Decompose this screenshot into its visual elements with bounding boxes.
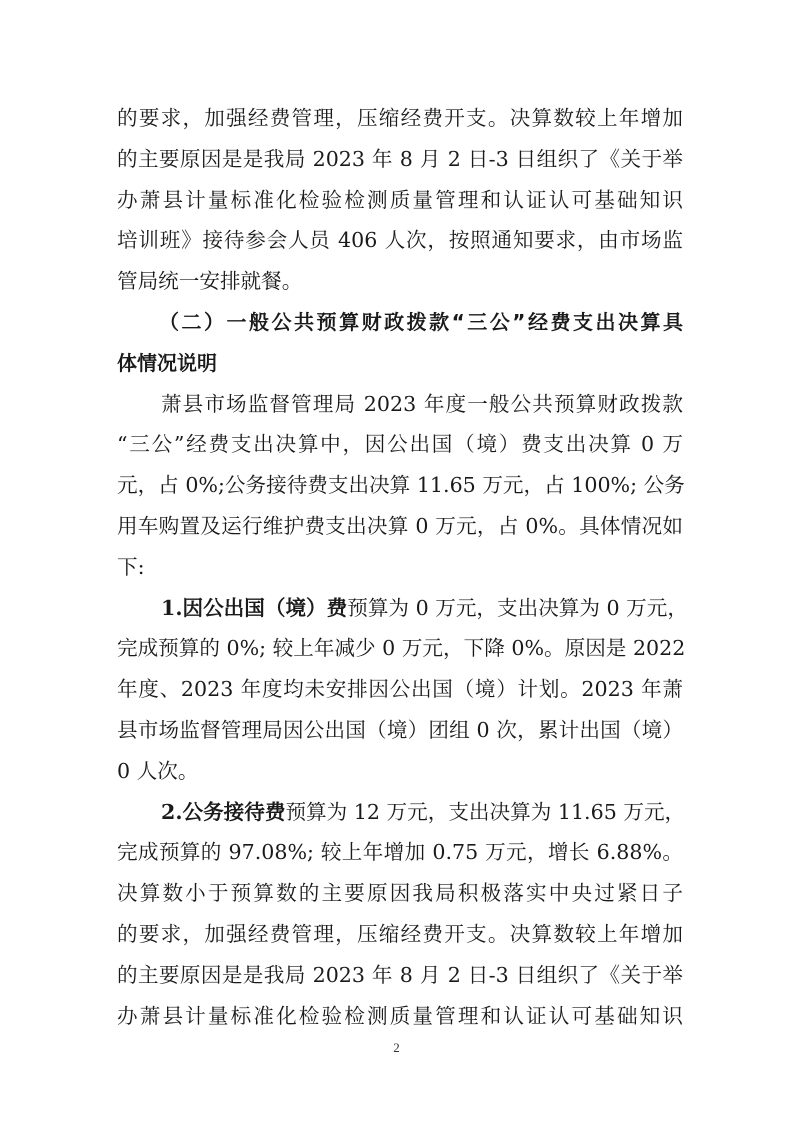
body-line: 办萧县计量标准化检验检测质量管理和认证认可基础知识 xyxy=(117,187,683,212)
body-line: 0 人次。 xyxy=(117,758,199,783)
body-line: 办萧县计量标准化检验检测质量管理和认证认可基础知识 xyxy=(117,1003,683,1028)
item-line xyxy=(117,588,688,629)
body-line: 的主要原因是是我局 2023 年 8 月 2 日-3 日组织了《关于举 xyxy=(117,146,683,171)
body-line: 的要求，加强经费管理，压缩经费开支。决算数较上年增加 xyxy=(117,921,683,946)
body-line: 元，占 0%;公务接待费支出决算 11.65 万元，占 100%; 公务 xyxy=(117,473,685,498)
body-line: 下: xyxy=(117,554,145,579)
body-line: 决算数小于预算数的主要原因我局积极落实中央过紧日子 xyxy=(117,881,683,906)
page-body xyxy=(117,98,688,1036)
item-label: 1.因公出国（境）费 xyxy=(161,595,348,620)
body-line: 的要求，加强经费管理，压缩经费开支。决算数较上年增加 xyxy=(117,106,683,130)
body-line: 萧县市场监督管理局 2023 年度一般公共预算财政拨款 xyxy=(161,391,683,416)
body-line: 用车购置及运行维护费支出决算 0 万元，占 0%。具体情况如 xyxy=(117,513,683,538)
body-line: “三公”经费支出决算中，因公出国（境）费支出决算 0 万 xyxy=(117,432,683,457)
item-line xyxy=(117,792,686,833)
body-line: 管局统一安排就餐。 xyxy=(117,269,303,294)
section-heading: （二）一般公共预算财政拨款“三公”经费支出决算具 xyxy=(159,309,683,334)
body-line: 县市场监督管理局因公出国（境）团组 0 次，累计出国（境） xyxy=(117,717,683,742)
page-number: 2 xyxy=(393,1040,400,1055)
body-line: 年度、2023 年度均未安排因公出国（境）计划。2023 年萧 xyxy=(117,677,683,702)
section-heading-cont: 体情况说明 xyxy=(117,350,217,375)
item-text: 预算为 12 万元，支出决算为 11.65 万元， xyxy=(285,799,686,824)
body-line: 完成预算的 97.08%; 较上年增加 0.75 万元，增长 6.88%。 xyxy=(117,840,683,865)
body-line: 完成预算的 0%; 较上年减少 0 万元，下降 0%。原因是 2022 xyxy=(117,636,686,661)
item-label: 2.公务接待费 xyxy=(161,799,286,824)
item-text: 预算为 0 万元，支出决算为 0 万元， xyxy=(347,595,688,620)
body-line: 培训班》接待参会人员 406 人次，按照通知要求，由市场监 xyxy=(117,228,683,253)
body-line: 的主要原因是是我局 2023 年 8 月 2 日-3 日组织了《关于举 xyxy=(117,962,683,987)
